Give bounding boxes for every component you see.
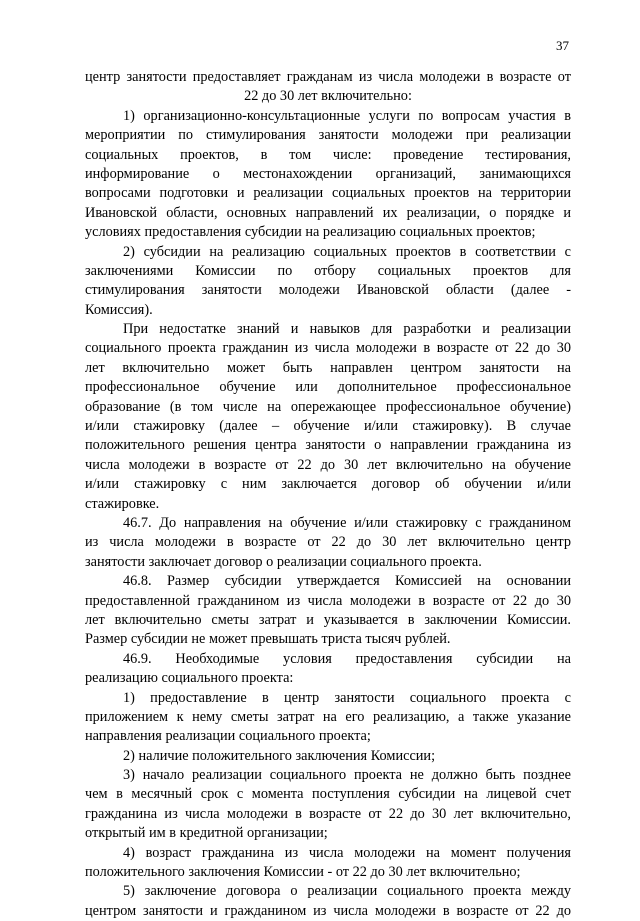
text-line: стажировке. — [85, 495, 160, 512]
text-line: предоставленной гражданином из числа молодежи в возрасте от 22 до 30 — [85, 592, 571, 609]
text-line: лет включительно может быть направлен центром занятости на — [85, 359, 571, 376]
text-line: лет включительно сметы затрат и указывается в заключении Комиссии. — [85, 611, 571, 628]
text-line: числа молодежи в возрасте от 22 до 30 лет включительно на обучение — [85, 456, 571, 473]
text-line: центром занятости и гражданином из числа молодежи в возрасте от 22 до — [85, 902, 571, 919]
text-line: приложением к нему сметы затрат на его реализацию, а также указание — [85, 708, 571, 725]
text-line: центр занятости предоставляет гражданам из числа молодежи в возрасте от — [85, 69, 571, 85]
body-text — [85, 68, 571, 921]
text-line: заключениями Комиссии по отбору социальных проектов для — [85, 262, 571, 279]
text-line: вопросами подготовки и реализации социальных проектов на территории — [85, 185, 571, 202]
text-line: и/или стажировку с ним заключается договор об обучении и/или — [85, 476, 571, 493]
text-line: Комиссия). — [85, 301, 153, 318]
text-line: информирование о местонахождении организаций, занимающихся — [85, 165, 571, 182]
text-line: 1) предоставление в центр занятости социального проекта с — [123, 689, 571, 706]
text-line: положительного решения центра занятости о направлении гражданина из — [85, 437, 571, 454]
text-line: 22 до 30 лет включительно: — [244, 88, 412, 105]
text-line: 5) заключение договора о реализации социального проекта между — [123, 883, 571, 900]
text-line: 1) организационно-консультационные услуги по вопросам участия в — [123, 107, 571, 124]
text-line: образование (в том числе на опережающее профессиональное обучение) — [85, 398, 571, 415]
page-number: 37 — [556, 38, 569, 53]
text-line: гражданина из числа молодежи в возрасте от 22 до 30 лет включительно, — [85, 805, 571, 822]
text-line: социального проекта гражданин из числа молодежи в возрасте от 22 до 30 — [85, 340, 571, 357]
text-line: 2) субсидии на реализацию социальных проектов в соответствии с — [123, 243, 571, 260]
text-line: 4) возраст гражданина из числа молодежи на момент получения — [123, 844, 571, 861]
text-line: 46.9. Необходимые условия предоставления субсидии на — [123, 650, 571, 667]
text-line: занятости заключает договор о реализации социального проекта. — [85, 553, 482, 570]
text-line: направления реализации социального проекта; — [85, 728, 371, 745]
text-line: 46.8. Размер субсидии утверждается Комиссией на основании — [123, 573, 571, 590]
text-line: из числа молодежи в возрасте от 22 до 30 лет включительно центр — [85, 534, 571, 551]
text-line: Размер субсидии не может превышать триста тысяч рублей. — [85, 631, 451, 648]
text-line: условиях предоставления субсидии на реализацию социальных проектов; — [85, 224, 536, 241]
text-line: профессиональное обучение или дополнительное профессиональное — [85, 379, 571, 396]
text-line: социальных проектов, в том числе: проведение тестирования, — [85, 146, 571, 163]
text-line: положительного заключения Комиссии - от 22 до 30 лет включительно; — [85, 864, 521, 881]
text-line: реализацию социального проекта: — [85, 670, 294, 687]
text-line: 3) начало реализации социального проекта не должно быть позднее — [123, 767, 571, 784]
text-line: и/или стажировку (далее – обучение и/или стажировку). В случае — [85, 418, 571, 435]
text-line: 46.7. До направления на обучение и/или стажировку с гражданином — [123, 514, 571, 531]
text-line: Ивановской области, основных направлений их реализации, о порядке и — [85, 204, 571, 221]
text-line: чем в месячный срок с момента поступления субсидии на лицевой счет — [85, 786, 571, 803]
text-line: открытый им в кредитной организации; — [85, 825, 328, 842]
text-line: При недостатке знаний и навыков для разработки и реализации — [123, 321, 571, 338]
text-line: 2) наличие положительного заключения Комиссии; — [123, 747, 436, 764]
text-line: мероприятии по стимулирования занятости молодежи при реализации — [85, 127, 571, 144]
text-line: стимулирования занятости молодежи Ивановской области (далее - — [85, 282, 571, 299]
